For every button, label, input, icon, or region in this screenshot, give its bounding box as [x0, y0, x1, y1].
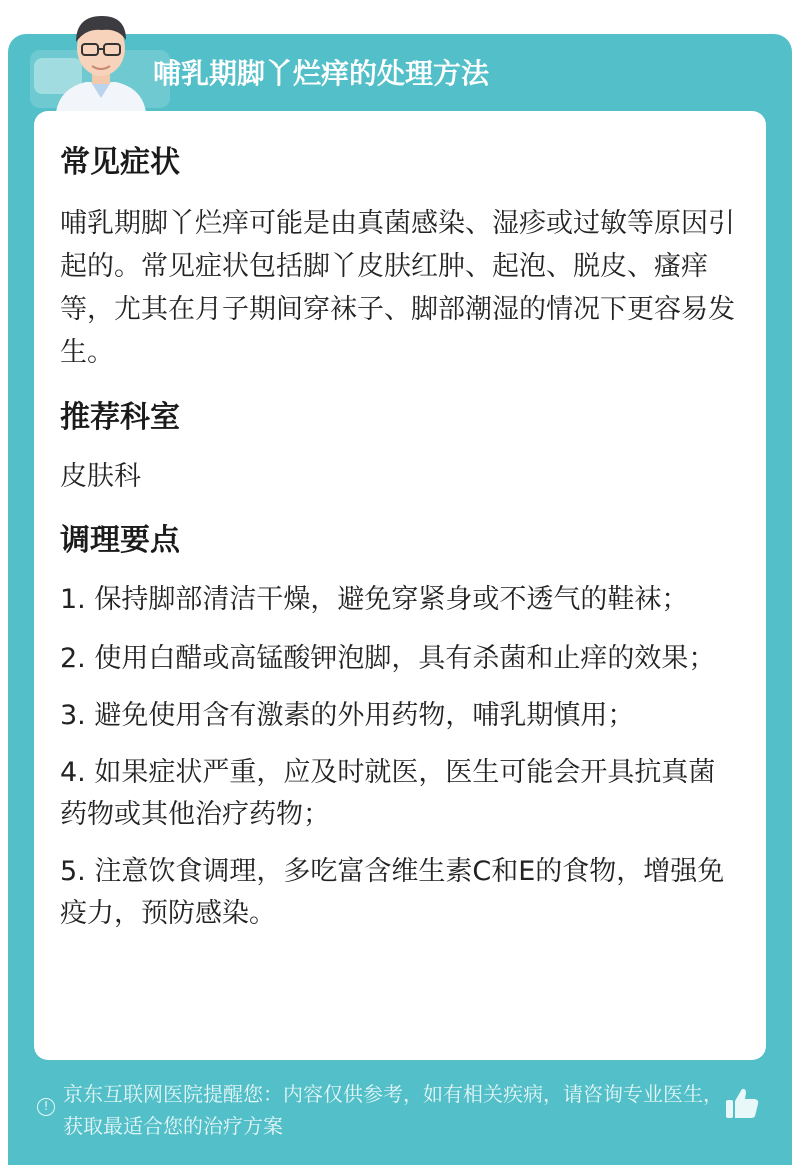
care-item: 5. 注意饮食调理，多吃富含维生素C和E的食物，增强免疫力，预防感染。	[60, 856, 725, 929]
footer-notice: 京东互联网医院提醒您：内容仅供参考，如有相关疾病，请咨询专业医生，获取最适合您的治疗方案	[63, 1082, 723, 1138]
thumbs-up-icon[interactable]	[724, 1086, 760, 1120]
care-item: 3. 避免使用含有激素的外用药物，哺乳期慎用；	[60, 700, 635, 731]
care-heading: 调理要点	[60, 523, 180, 558]
care-item: 1. 保持脚部清洁干燥，避免穿紧身或不透气的鞋袜；	[60, 584, 689, 615]
care-section	[60, 515, 740, 935]
department-text: 皮肤科	[60, 461, 141, 492]
department-heading: 推荐科室	[60, 400, 180, 435]
symptoms-text: 哺乳期脚丫烂痒可能是由真菌感染、湿疹或过敏等原因引起的。常见症状包括脚丫皮肤红肿、起泡、脱皮、瘙痒等，尤其在月子期间穿袜子、脚部潮湿的情况下更容易发生。	[60, 208, 735, 368]
care-item: 2. 使用白醋或高锰酸钾泡脚，具有杀菌和止痒的效果；	[60, 643, 716, 674]
care-item: 4. 如果症状严重，应及时就医，医生可能会开具抗真菌药物或其他治疗药物；	[60, 757, 716, 830]
symptoms-heading: 常见症状	[60, 145, 180, 180]
content-card	[34, 111, 766, 1060]
doctor-avatar	[46, 6, 156, 112]
page-title: 哺乳期脚丫烂痒的处理方法	[153, 57, 490, 90]
symptoms-section	[60, 137, 740, 374]
department-section	[60, 392, 740, 498]
info-icon: !	[37, 1098, 55, 1116]
